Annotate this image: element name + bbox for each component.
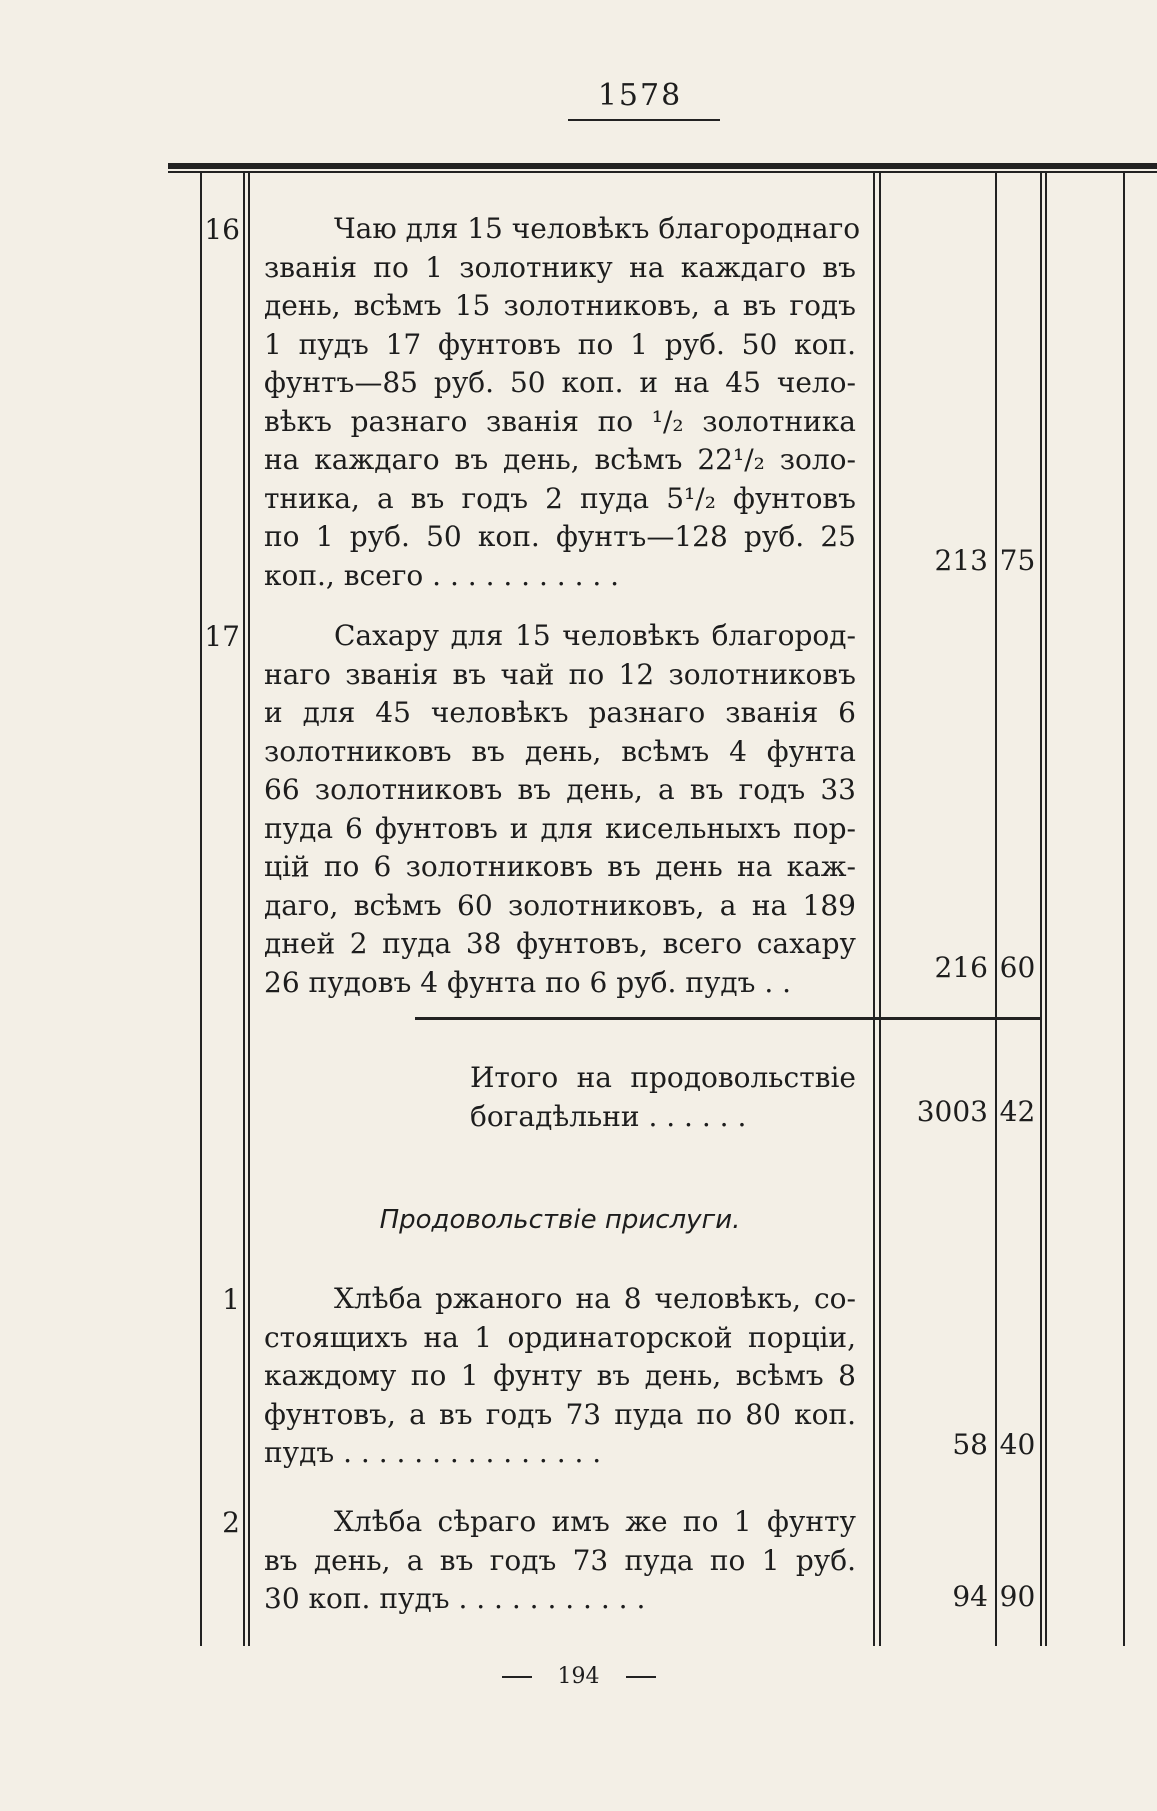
entry-line: каждому по 1 фунту въ день, всѣмъ 8 [264,1359,856,1392]
entry-line: въ день, а въ годъ 73 пуда по 1 руб. [264,1543,856,1577]
subtotal-kopecks: 42 [999,1095,1036,1128]
section-heading: Продовольствіе прислуги. [379,1205,741,1235]
entry-line: фунтовъ, а въ годъ 73 пуда по 80 коп. [264,1397,856,1431]
entry-line: даго, всѣмъ 60 золотниковъ, а на 189 [264,888,856,922]
entry-line: Сахару для 15 человѣкъ благород- [334,619,856,652]
page-number: 1578 [597,78,683,113]
column-rule-num-text [248,173,250,1646]
entry-line: Чаю для 15 человѣкъ благороднаго [334,212,861,245]
column-rule-left-outer [200,173,202,1646]
entry-number: 17 [204,620,240,653]
entry-number: 16 [204,213,240,246]
column-rule-far-right [1123,173,1125,1646]
entry-line: 1 пудъ 17 фунтовъ по 1 руб. 50 коп. [264,327,856,361]
entry-line: день, всѣмъ 15 золотниковъ, а въ годъ [264,289,856,322]
entry-line: цій по 6 золотниковъ въ день на каж- [264,850,856,883]
entry-line: 30 коп. пудъ . . . . . . . . . . . [264,1582,646,1615]
entry-line: тника, а въ годъ 2 пуда 5¹/₂ фунтовъ [264,481,856,515]
amount-kopecks: 60 [999,951,1036,984]
entry-line: по 1 руб. 50 коп. фунтъ—128 руб. 25 [264,520,856,553]
column-rule-left-inner [243,173,245,1646]
subtotal-rule [415,1017,1040,1020]
entry-text [264,617,856,1002]
column-rule-text-rub [873,173,875,1646]
entry-line: 26 пудовъ 4 фунта по 6 руб. пудъ . . [264,965,792,999]
entry-line: дней 2 пуда 38 фунтовъ, всего сахару [264,927,856,960]
entry-line: коп., всего . . . . . . . . . . . [264,558,620,592]
entry-line: и для 45 человѣкъ разнаго званія 6 [264,696,856,729]
amount-rubles: 58 [952,1428,988,1461]
entry-text [264,1503,856,1619]
entry-line: наго званія въ чай по 12 золотниковъ [264,657,856,691]
entry-line: золотниковъ въ день, всѣмъ 4 фунта [264,734,856,768]
amount-rubles: 216 [934,951,988,984]
column-rule-kop-right-inner [1045,173,1047,1646]
column-rule-text-rub-inner [879,173,881,1646]
footer [0,1664,1157,1689]
entry-number: 1 [222,1283,240,1316]
page-number-underline [568,119,720,121]
entry-text [264,1280,856,1473]
entry-line: Хлѣба сѣраго имъ же по 1 фунту [334,1505,856,1538]
amount-kopecks: 75 [999,544,1036,577]
entry-line: пудъ . . . . . . . . . . . . . . . [264,1436,602,1469]
entry-line: пуда 6 фунтовъ и для кисельныхъ пор- [264,811,856,845]
subtotal-rubles: 3003 [916,1095,988,1128]
subtotal-line: богадѣльни . . . . . . [470,1099,747,1133]
entry-line: званія по 1 золотнику на каждаго въ [264,250,856,284]
entry-line: Хлѣба ржаного на 8 человѣкъ, со- [334,1282,856,1315]
entry-text [264,210,861,595]
column-rule-rub-kop [995,173,997,1646]
footer-dash [502,1676,532,1678]
amount-kopecks: 90 [999,1580,1036,1613]
subtotal-text [470,1059,856,1136]
entry-line: на каждаго въ день, всѣмъ 22¹/₂ золо- [264,443,856,476]
column-rule-kop-right [1040,173,1042,1646]
footer-dash [626,1676,656,1678]
entry-line: фунтъ—85 руб. 50 коп. и на 45 чело- [264,366,856,399]
entry-line: вѣкъ разнаго званія по ¹/₂ золотника [264,404,856,438]
entry-number: 2 [222,1506,240,1539]
amount-rubles: 94 [952,1580,988,1613]
entry-line: стоящихъ на 1 ординаторской порціи, [264,1320,856,1354]
amount-rubles: 213 [934,544,988,577]
footer-page-number: 194 [557,1664,600,1689]
header-rule [168,163,1157,169]
subtotal-line: Итого на продовольствіе [470,1061,856,1094]
amount-kopecks: 40 [999,1428,1036,1461]
entry-line: 66 золотниковъ въ день, а въ годъ 33 [264,773,856,806]
header-rule-thin [168,171,1157,173]
